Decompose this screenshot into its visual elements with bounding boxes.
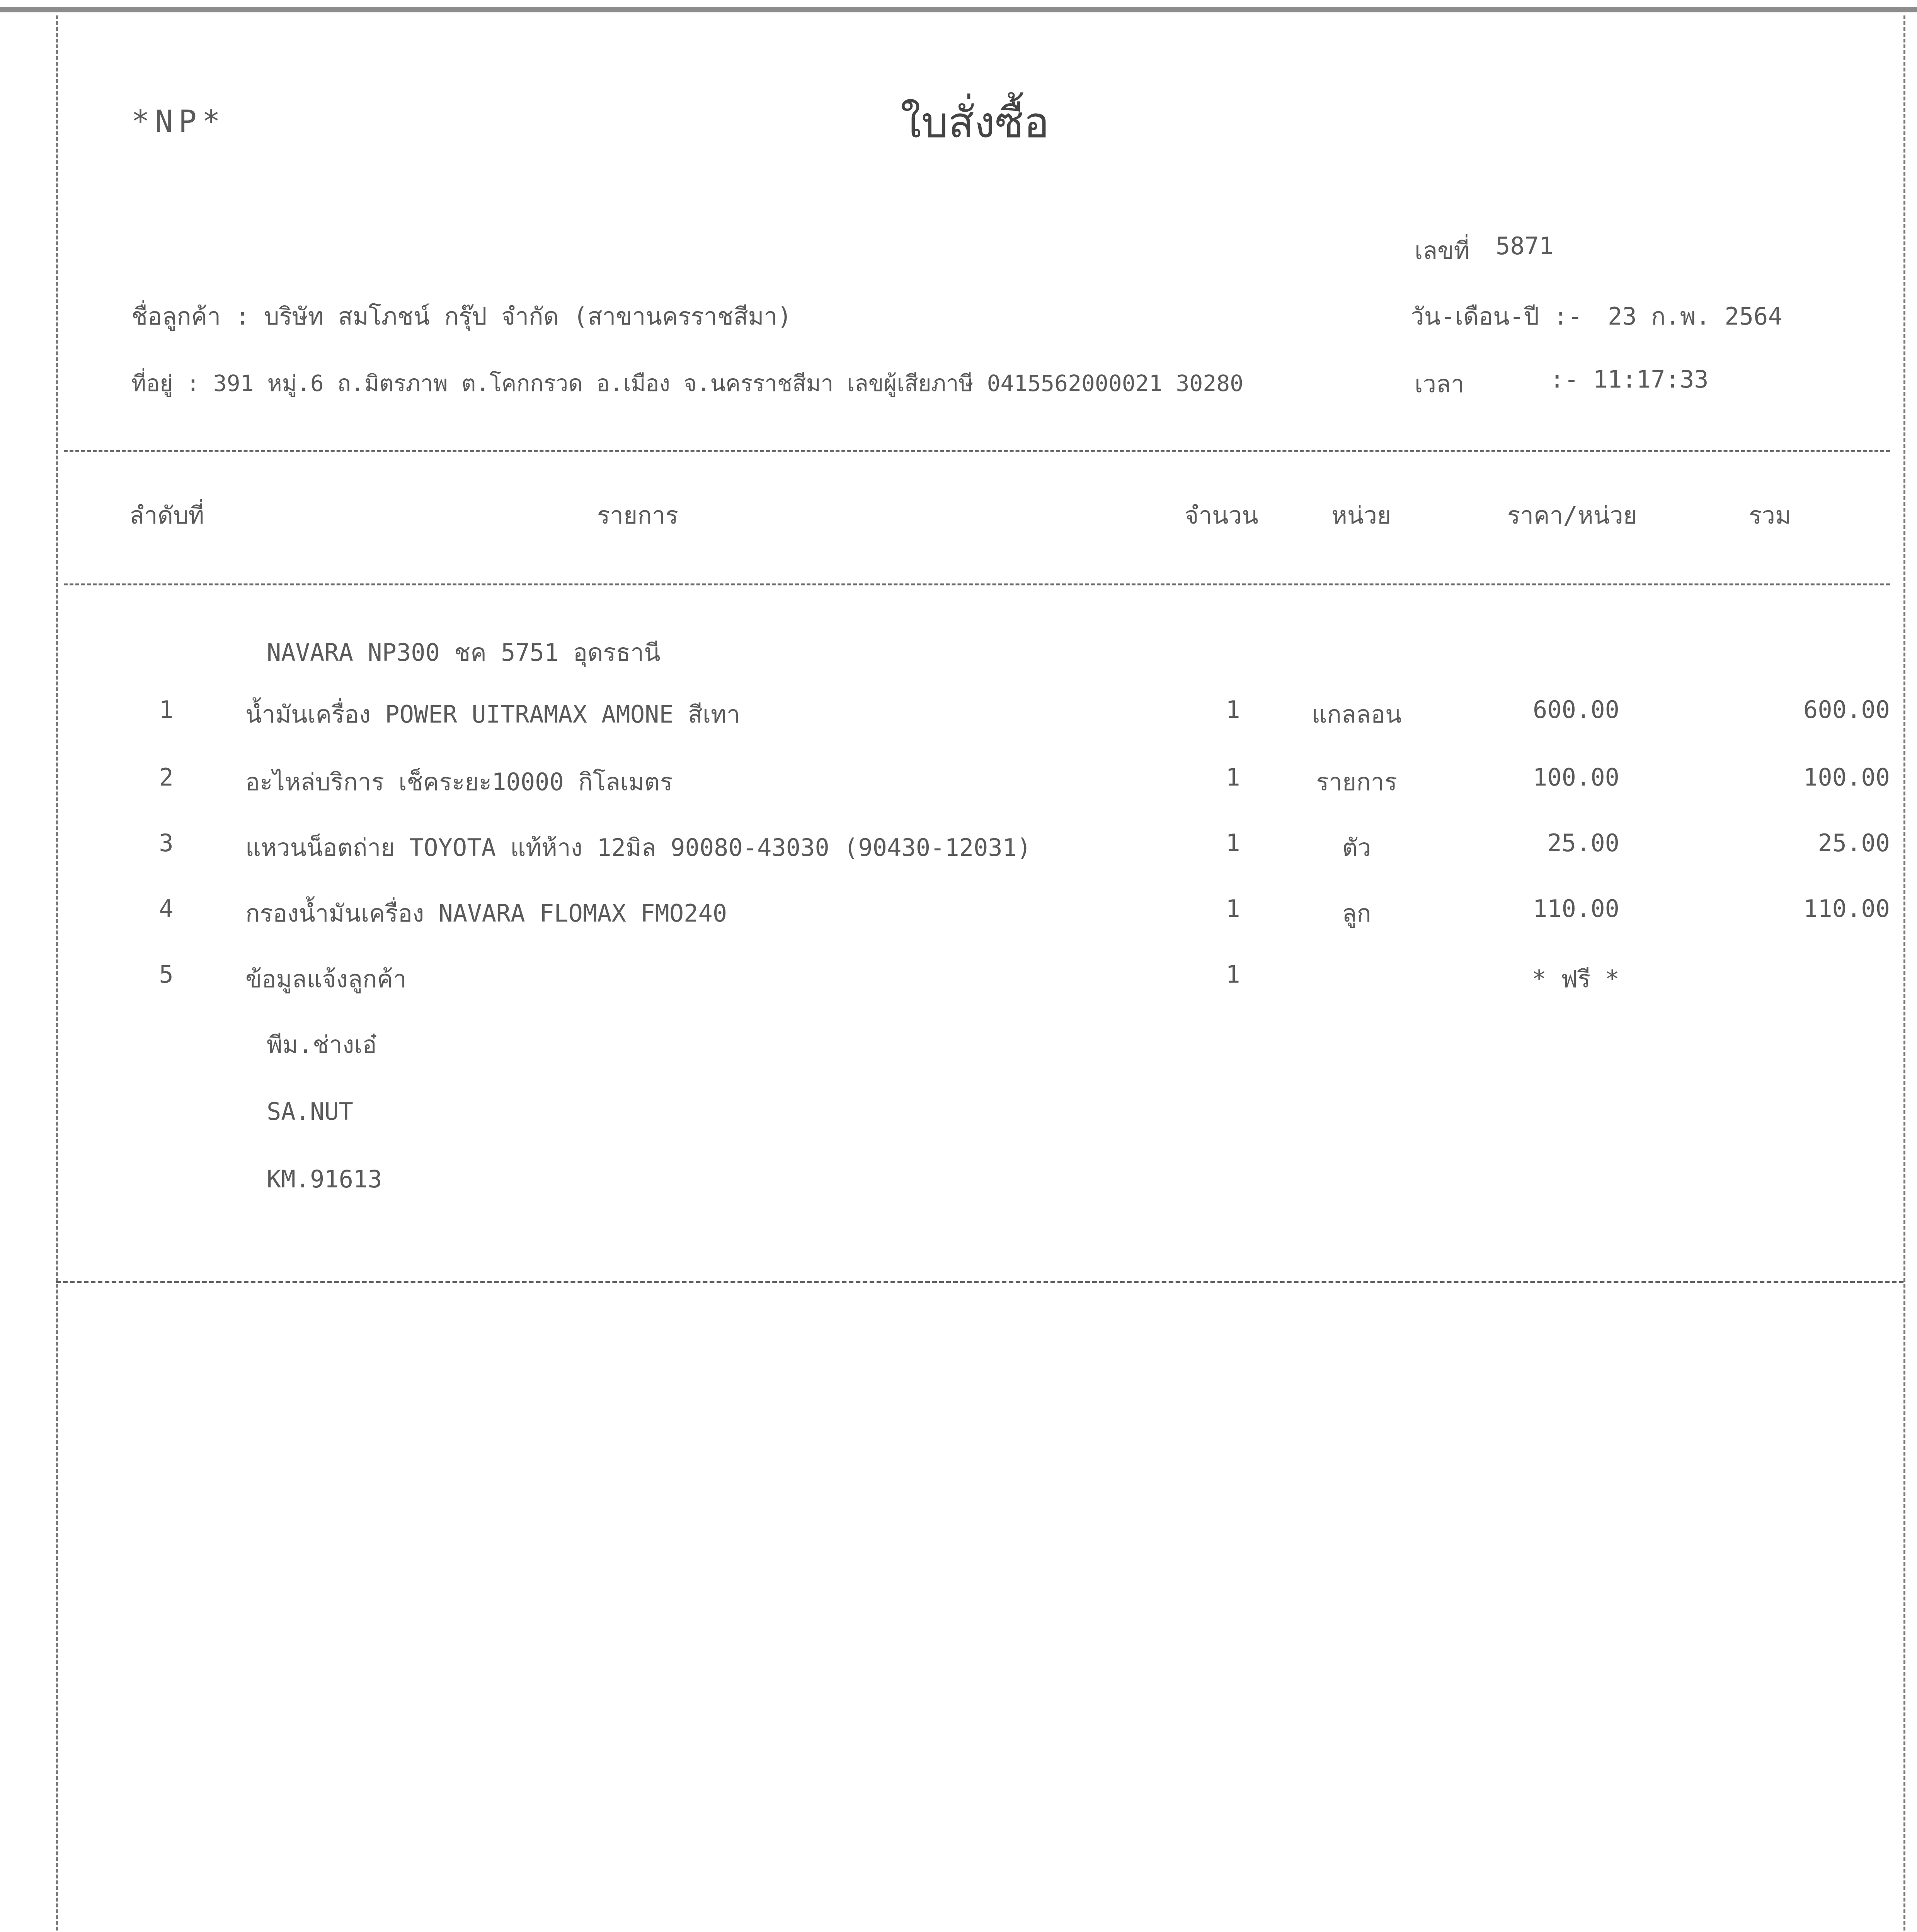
table-row [0,960,1917,1003]
row-qty: 1 [1226,829,1240,857]
note-line: พีม.ช่างเอ๋ [267,1031,377,1059]
doc-no-value: 5871 [1496,232,1554,260]
table-row [0,763,1917,806]
row-qty: 1 [1226,895,1240,923]
row-item: น้ำมันเครื่อง POWER UITRAMAX AMONE สีเทา [245,700,740,728]
note-line: KM.91613 [267,1165,382,1193]
row-price: 600.00 [1533,696,1619,724]
row-no: 2 [159,763,174,791]
date-value: 23 ก.พ. 2564 [1608,302,1783,330]
row-no: 1 [159,696,174,724]
row-unit: รายการ [1316,768,1398,796]
row-item: แหวนน็อตถ่าย TOYOTA แท้ห้าง 12มิล 90080-43030 (90430-12031) [245,833,1032,862]
row-total: 25.00 [1818,829,1890,857]
time-label: เวลา [1415,370,1464,398]
col-header-total: รวม [1749,501,1791,529]
top-border-line [0,7,1917,12]
row-qty: 1 [1226,763,1240,791]
row-unit: ตัว [1342,833,1371,862]
row-no: 3 [159,829,174,857]
row-total: 600.00 [1803,696,1890,724]
row-total: 110.00 [1803,895,1890,923]
date-label: วัน-เดือน-ปี :- [1411,302,1583,330]
row-price: * ฟรี * [1532,965,1619,993]
col-header-qty: จำนวน [1185,501,1258,529]
header-separator [64,450,1890,452]
row-unit: แกลลอน [1311,700,1402,728]
col-header-item: รายการ [597,501,679,529]
row-total: 100.00 [1803,763,1890,791]
col-header-price: ราคา/หน่วย [1507,501,1638,529]
col-header-unit: หน่วย [1331,501,1391,529]
time-value: :- 11:17:33 [1550,365,1709,393]
table-header-separator [64,583,1890,585]
row-qty: 1 [1226,696,1240,724]
table-row [0,895,1917,937]
customer-address-line: ที่อยู่ : 391 หมู่.6 ถ.มิตรภาพ ต.โคกกรวด อ.เมือง จ.นครราชสีมา เลขผู้เสียภาษี 0415562000021 30280 [131,370,1244,396]
note-line: SA.NUT [267,1097,353,1126]
col-header-no: ลำดับที่ [129,501,204,529]
row-price: 110.00 [1533,895,1619,923]
table-row [0,696,1917,738]
row-no: 4 [159,895,174,923]
row-item: ข้อมูลแจ้งลูกค้า [245,965,407,993]
row-price: 25.00 [1547,829,1619,857]
table-row [0,829,1917,871]
row-price: 100.00 [1533,763,1619,791]
row-item: กรองน้ำมันเครื่อง NAVARA FLOMAX FMO240 [245,899,727,927]
row-qty: 1 [1226,960,1240,988]
row-item: อะไหล่บริการ เช็คระยะ10000 กิโลเมตร [245,768,673,796]
customer-name-line: ชื่อลูกค้า : บริษัท สมโภชน์ กรุ๊ป จำกัด (สาขานครราชสีมา) [131,302,792,330]
store-code: *NP* [131,104,226,139]
document-title: ใบสั่งซื้อ [901,98,1050,147]
row-unit: ลูก [1342,899,1371,927]
row-no: 5 [159,960,174,988]
perforation-line [56,1281,1903,1283]
vehicle-line: NAVARA NP300 ชค 5751 อุดรธานี [267,638,661,667]
doc-no-label: เลขที่ [1415,236,1470,265]
